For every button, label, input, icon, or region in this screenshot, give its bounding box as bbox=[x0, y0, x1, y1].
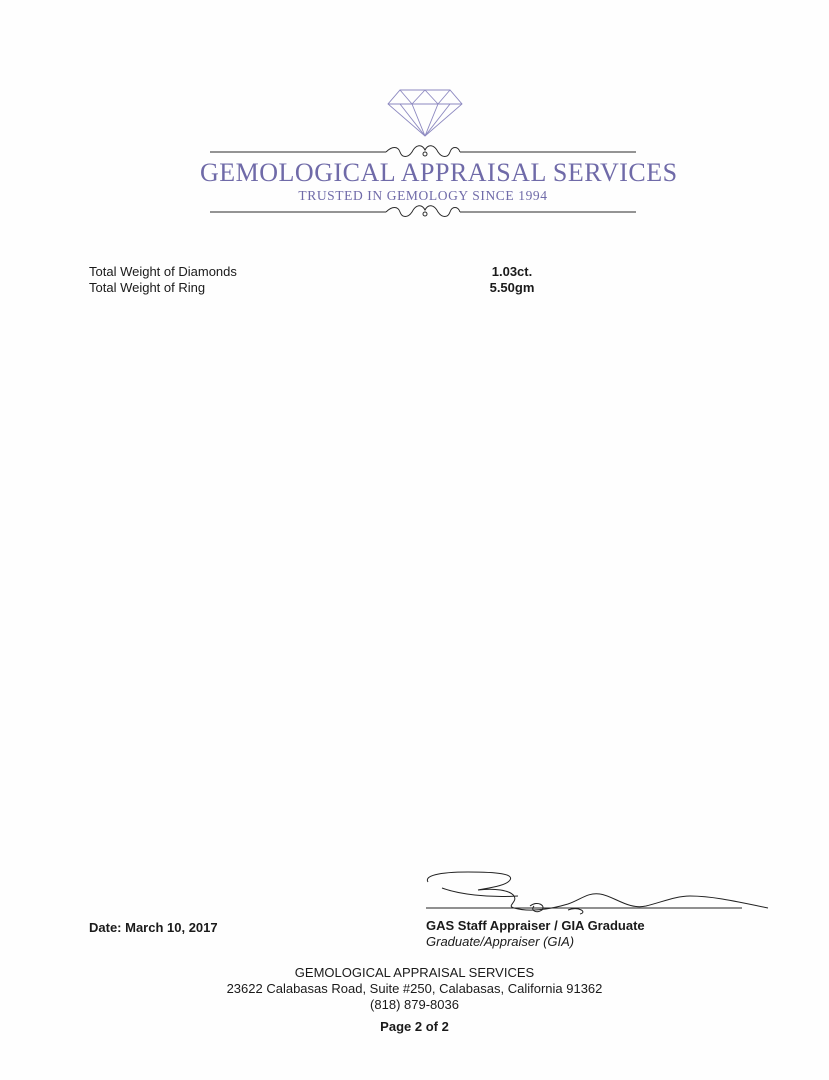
page-number: Page 2 of 2 bbox=[380, 1019, 449, 1034]
company-logo bbox=[200, 88, 678, 228]
handwritten-signature bbox=[418, 866, 778, 918]
top-flourish bbox=[210, 146, 636, 157]
diamond-icon bbox=[388, 90, 462, 136]
footer-company: GEMOLOGICAL APPRAISAL SERVICES bbox=[294, 965, 535, 980]
weight-value: 5.50gm bbox=[489, 280, 535, 295]
signer-subtitle: Graduate/Appraiser (GIA) bbox=[426, 934, 575, 949]
footer-phone: (818) 879-8036 bbox=[370, 997, 459, 1012]
appraisal-date: Date: March 10, 2017 bbox=[89, 920, 218, 935]
bottom-flourish bbox=[210, 206, 636, 217]
logo-company-name: GEMOLOGICAL APPRAISAL SERVICES bbox=[200, 158, 678, 187]
signer-title: GAS Staff Appraiser / GIA Graduate bbox=[426, 918, 645, 933]
logo-tagline: TRUSTED IN GEMOLOGY SINCE 1994 bbox=[298, 188, 548, 203]
weight-value: 1.03ct. bbox=[491, 264, 533, 279]
footer-address: 23622 Calabasas Road, Suite #250, Calabasas, California 91362 bbox=[226, 981, 603, 996]
weight-label: Total Weight of Diamonds bbox=[89, 264, 237, 279]
weight-label: Total Weight of Ring bbox=[89, 280, 206, 295]
weight-row-ring bbox=[89, 280, 559, 296]
weight-row-diamonds bbox=[89, 264, 559, 280]
